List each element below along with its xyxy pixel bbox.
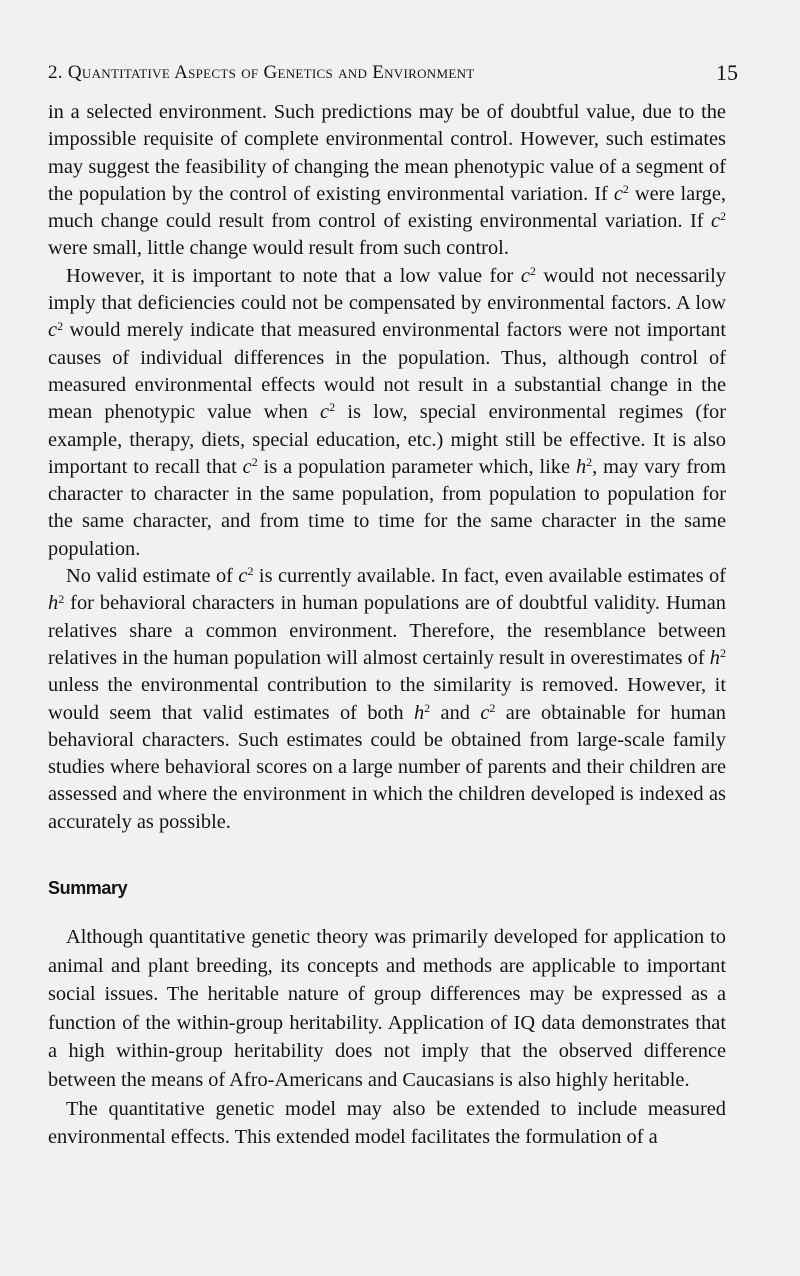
paragraph-3: No valid estimate of $c^2$ is currently available. In fact, even available estimates of $h^2$ for behavioral characters in human populations are of doubtful validity. Human relatives share a common environment. Therefore, the resemblance between relatives in the human population will almost certainly result in overestimates of $h^2$ unless the environmental contribution to the similarity is removed. However, it would seem that valid estimates of both $h^2$ and $c^2$ are obtainable for human behavioral characters. Such estimates could be obtained from large-scale family studies where behavioral scores on a large number of parents and their children are assessed and where the environment in which the children developed is indexed as accurately as possible. [48,564,726,833]
section-heading-summary: Summary [48,878,128,898]
summary-paragraph-2: The quantitative genetic model may also be extended to include measured environmental effects. This extended model facilitates the formulation of a [48,1097,726,1149]
paragraph-1: in a selected environment. Such predictions may be of doubtful value, due to the impossible requisite of complete environmental control. However, such estimates may suggest the feasibility of changing the mean phenotypic value of a segment of the population by the control of existing environmental variation. If $c^2$ were large, much change could result from control of existing environmental variation. If $c^2$ were small, little change would result from such control. [48,101,727,260]
summary-paragraph-1: Although quantitative genetic theory was primarily developed for application to animal and plant breeding, its concepts and methods are applicable to important social issues. The heritable nature of group differences may be expressed as a function of the within-group heritability. Application of IQ data demonstrates that a high within-group heritability does not imply that the observed difference between the means of Afro-Americans and Caucasians is also highly heritable. [48,926,726,1091]
page-number: 15 [716,60,738,85]
paragraph-2: However, it is important to note that a low value for $c^2$ would not necessarily imply that deficiencies could not be compensated by environmental factors. A low $c^2$ would merely indicate that measured environmental factors were not important causes of individual differences in the population. Thus, although control of measured environmental effects would not result in a substantial change in the mean phenotypic value when $c^2$ is low, special environmental regimes (for example, therapy, diets, special education, etc.) might still be effective. It is also important to recall that $c^2$ is a population parameter which, like $h^2$, may vary from character to character in the same population, from population to population for the same character, and from time to time for the same character in the same population. [48,263,726,560]
main-text [48,99,726,836]
running-head [48,62,738,88]
summary-section [48,923,726,1152]
running-title: 2. Quantitative Aspects of Genetics and Environment [48,62,475,83]
